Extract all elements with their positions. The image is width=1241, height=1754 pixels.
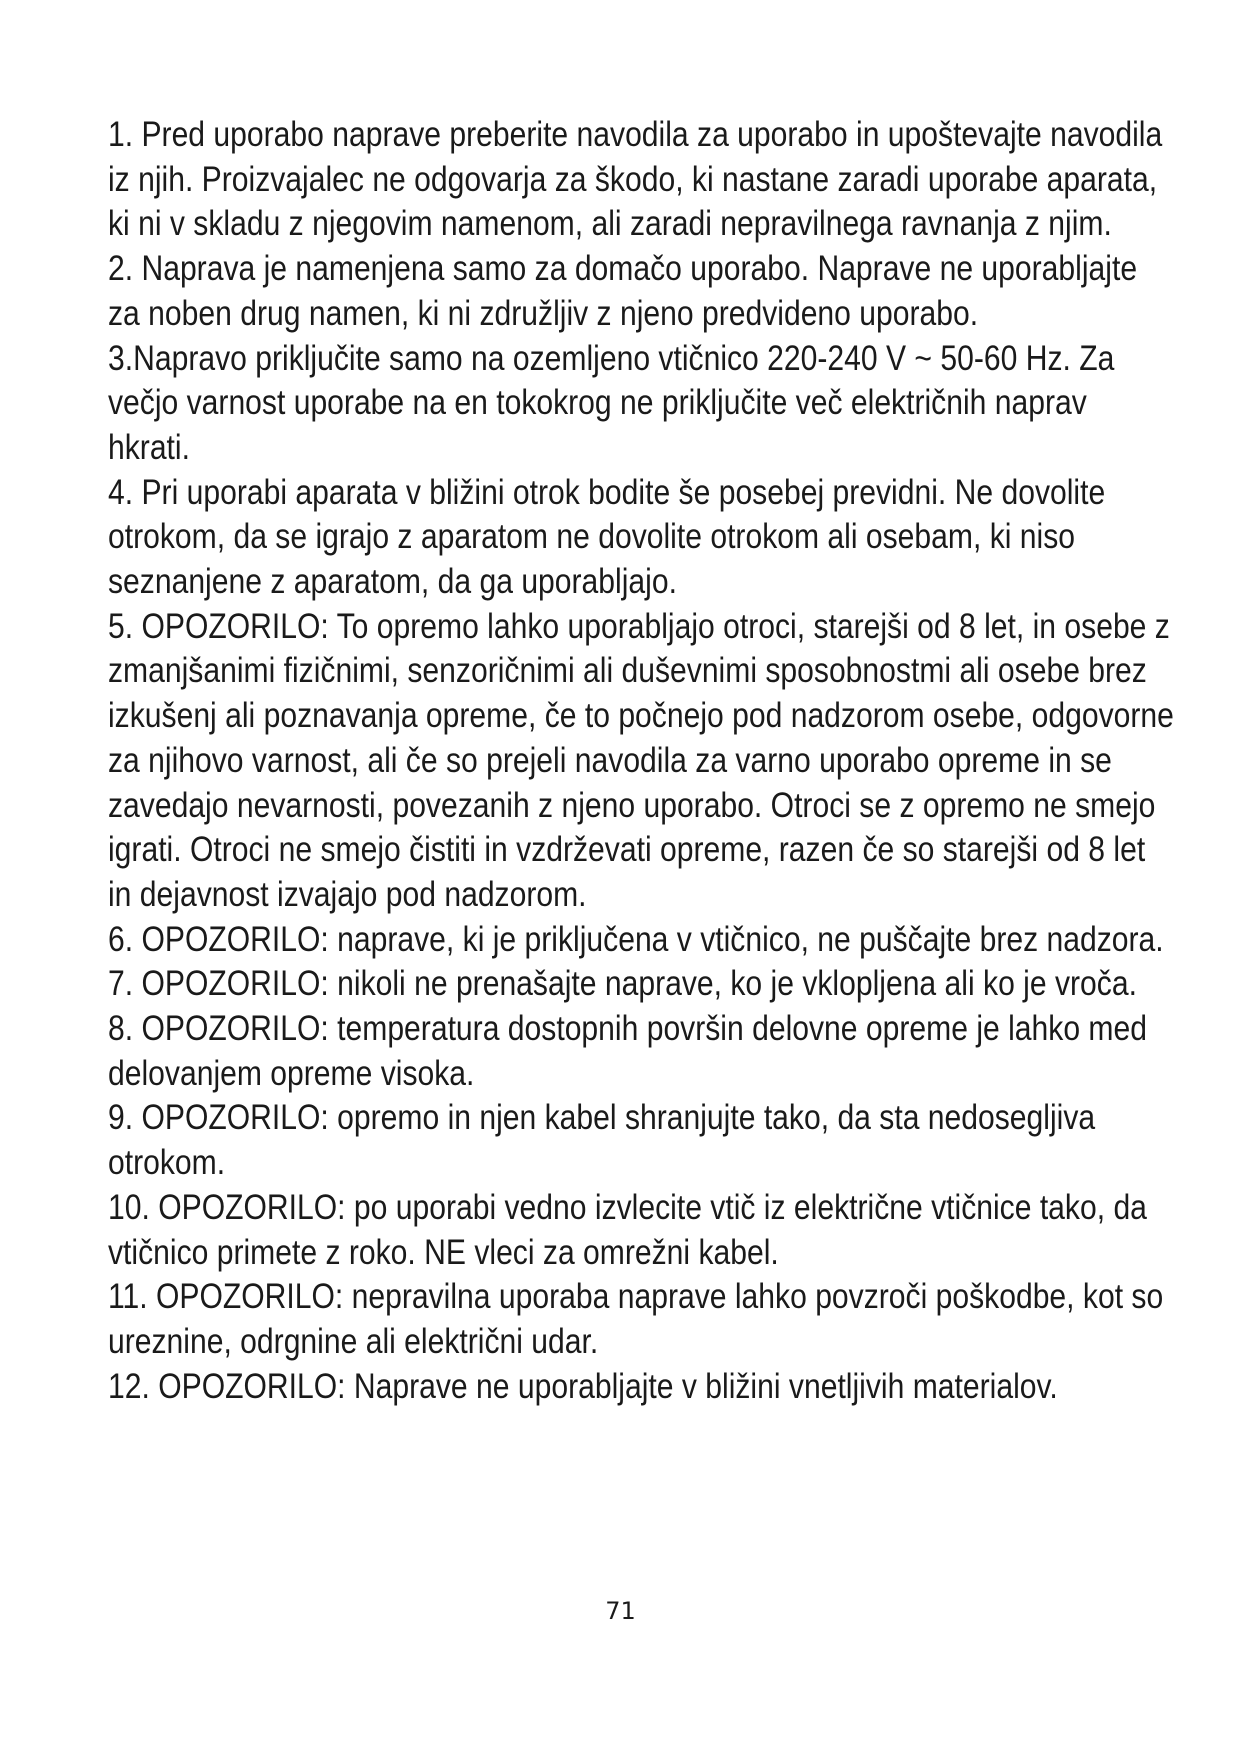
instruction-item-5: 5. OPOZORILO: To opremo lahko uporabljajo otroci, starejši od 8 let, in osebe z zmanjšanimi fizičnimi, senzoričnimi ali duševnimi sposobnostmi ali osebe brez izkušenj ali poznavanja opreme, če to počnejo pod nadzorom osebe, odgovorne za njihovo varnost, ali če so prejeli navodila za varno uporabo opreme in se zavedajo nevarnosti, povezanih z njeno uporabo. Otroci se z opremo ne smejo igrati. Otroci ne smejo čistiti in vzdrževati opreme, razen če so starejši od 8 let in dejavnost izvajajo pod nadzorom. bbox=[108, 606, 1174, 914]
instruction-item-2: 2. Naprava je namenjena samo za domačo uporabo. Naprave ne uporabljajte za noben drug namen, ki ni združljiv z njeno predvideno uporabo. bbox=[108, 249, 1138, 333]
instruction-item-12: 12. OPOZORILO: Naprave ne uporabljajte v bližini vnetljivih materialov. bbox=[108, 1366, 1058, 1406]
safety-instructions-list bbox=[108, 113, 1174, 1409]
page-number: 71 bbox=[605, 1597, 636, 1625]
instruction-item-9: 9. OPOZORILO: opremo in njen kabel shranjujte tako, da sta nedosegljiva otrokom. bbox=[108, 1098, 1096, 1183]
instruction-item-4: 4. Pri uporabi aparata v bližini otrok bodite še posebej previdni. Ne dovolite otrokom, da se igrajo z aparatom ne dovolite otrokom ali osebam, ki niso seznanjene z aparatom, da ga uporabljajo. bbox=[108, 472, 1106, 602]
instruction-item-11: 11. OPOZORILO: nepravilna uporaba naprave lahko povzroči poškodbe, kot so ureznine, odrgnine ali električni udar. bbox=[108, 1277, 1164, 1361]
instruction-item-3: 3.Napravo priključite samo na ozemljeno vtičnico 220-240 V ~ 50-60 Hz. Za večjo varnost uporabe na en tokokrog ne priključite več električnih naprav hkrati. bbox=[108, 338, 1115, 467]
instruction-item-10: 10. OPOZORILO: po uporabi vedno izvlecite vtič iz električne vtičnice tako, da vtičnico primete z roko. NE vleci za omrežni kabel. bbox=[108, 1187, 1147, 1272]
instruction-item-7: 7. OPOZORILO: nikoli ne prenašajte naprave, ko je vklopljena ali ko je vroča. bbox=[108, 964, 1137, 1004]
instruction-item-6: 6. OPOZORILO: naprave, ki je priključena v vtičnico, ne puščajte brez nadzora. bbox=[108, 919, 1164, 959]
instruction-item-1: 1. Pred uporabo naprave preberite navodila za uporabo in upoštevajte navodila iz njih. Proizvajalec ne odgovarja za škodo, ki nastane zaradi uporabe aparata, ki ni v skladu z njegovim namenom, ali zaradi nepravilnega ravnanja z njim. bbox=[108, 115, 1163, 244]
instruction-item-8: 8. OPOZORILO: temperatura dostopnih površin delovne opreme je lahko med delovanjem opreme visoka. bbox=[108, 1009, 1147, 1093]
